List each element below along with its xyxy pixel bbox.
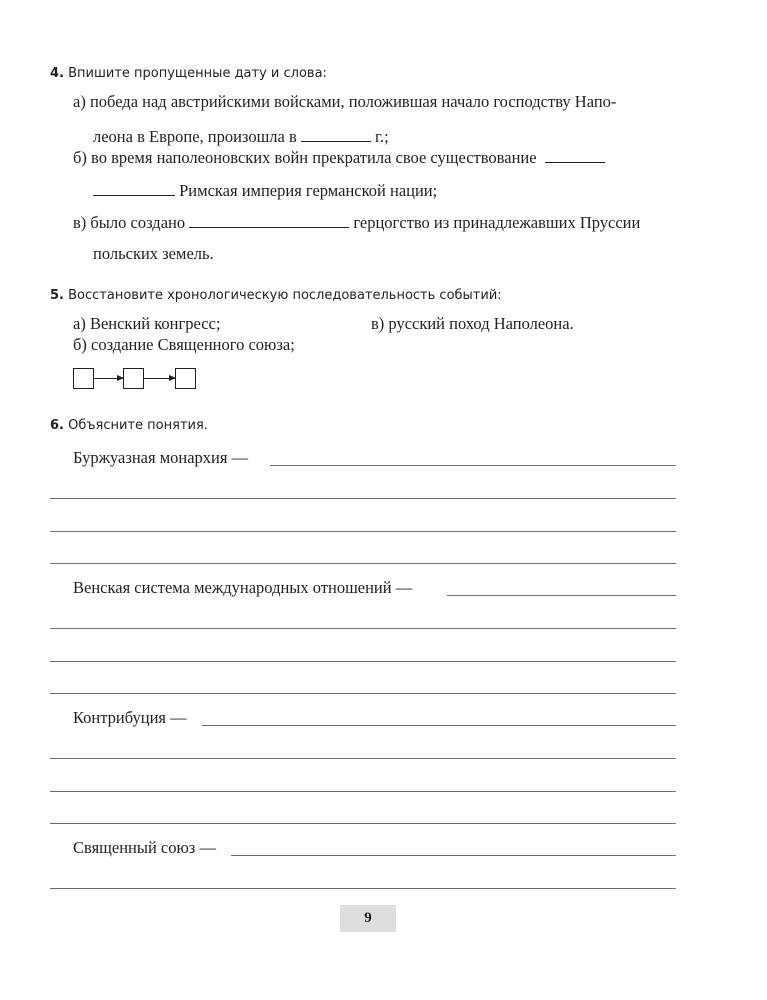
sequence-answer-box-1[interactable] [73,368,94,389]
blank-field[interactable] [545,149,605,163]
task-title: Объясните понятия. [68,418,208,433]
task-4-a-line2 [93,127,389,147]
answer-line[interactable] [50,791,676,792]
text: б) во время наполеоновских войн прекратила свое существование [73,148,537,167]
text: в) было создано [73,213,186,232]
answer-line[interactable] [231,855,676,856]
task-4-heading [50,66,327,81]
task-6-heading [50,418,208,433]
task-title: Впишите пропущенные дату и слова: [68,66,327,81]
date-blank-field[interactable] [301,128,371,142]
text: герцогство из принадлежавших Пруссии [353,213,641,232]
task-5-item-v: в) русский поход Наполеона. [371,314,574,333]
task-title: Восстановите хронологическую последовательность событий: [68,288,502,303]
answer-line[interactable] [50,661,676,662]
sequence-answer-box-3[interactable] [175,368,196,389]
term-holy-alliance: Священный союз — [73,838,216,857]
answer-line[interactable] [50,563,676,564]
answer-line[interactable] [50,628,676,629]
task-4-c-line1 [73,213,640,233]
text: леона в Европе, произошла в [93,127,297,146]
page-number: 9 [340,905,396,932]
task-4-a-line1: а) победа над австрийскими войсками, положившая начало господству Напо- [73,92,617,111]
task-4-b-line2 [93,181,437,201]
answer-line[interactable] [270,465,676,466]
arrow-right-icon [144,378,175,379]
answer-line[interactable] [50,498,676,499]
task-4-c-line2: польских земель. [93,244,214,263]
answer-line[interactable] [50,758,676,759]
task-5-item-b: б) создание Священного союза; [73,335,295,354]
task-5-item-a: а) Венский конгресс; [73,314,221,333]
blank-field[interactable] [93,182,175,196]
blank-field[interactable] [189,214,349,228]
term-vienna-system: Венская система международных отношений — [73,578,413,597]
text: г.; [375,127,389,146]
task-4-b-line1 [73,148,605,168]
sequence-answer-box-2[interactable] [123,368,144,389]
task-number: 6. [50,418,64,433]
task-number: 5. [50,288,64,303]
text: Римская империя германской нации; [179,181,438,200]
term-bourgeois-monarchy: Буржуазная монархия — [73,448,249,467]
task-number: 4. [50,66,64,81]
answer-line[interactable] [50,693,676,694]
task-5-heading [50,288,502,303]
answer-line[interactable] [50,531,676,532]
answer-line[interactable] [50,823,676,824]
answer-line[interactable] [447,595,676,596]
answer-line[interactable] [50,888,676,889]
term-contribution: Контрибуция — [73,708,187,727]
arrow-right-icon [94,378,123,379]
answer-line[interactable] [202,725,676,726]
